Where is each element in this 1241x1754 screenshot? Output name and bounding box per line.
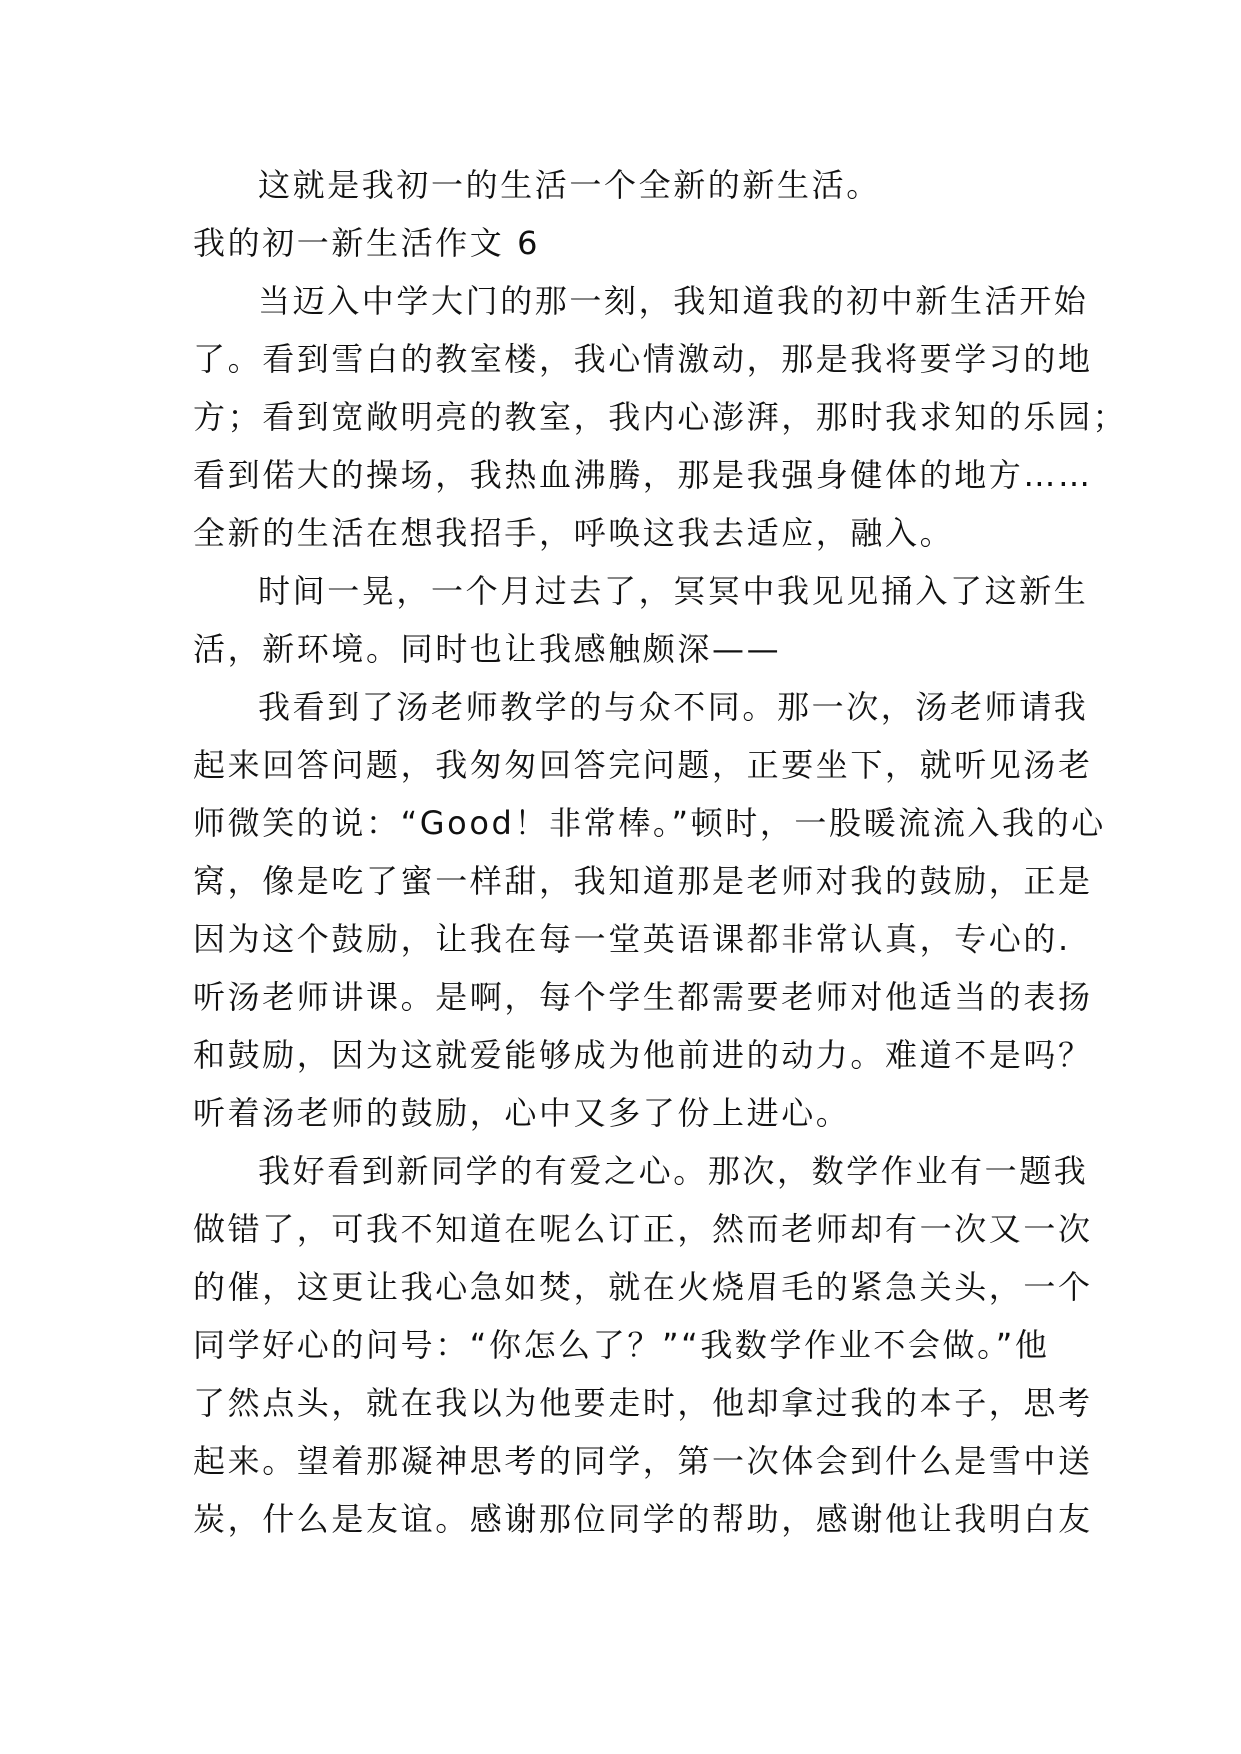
section-heading: 我的初一新生活作文 6 bbox=[193, 224, 541, 262]
paragraph-line: 了然点头，就在我以为他要走时，他却拿过我的本子，思考 bbox=[193, 1384, 1093, 1422]
paragraph-line: 师微笑的说：“Good！非常棒。”顿时，一股暖流流入我的心 bbox=[193, 804, 1106, 842]
paragraph-line: 时间一晃，一个月过去了，冥冥中我见见捅入了这新生 bbox=[258, 572, 1089, 610]
paragraph-line: 了。看到雪白的教室楼，我心情激动，那是我将要学习的地 bbox=[193, 340, 1093, 378]
paragraph-line: 这就是我初一的生活一个全新的新生活。 bbox=[258, 166, 881, 204]
paragraph-line: 炭，什么是友谊。感谢那位同学的帮助，感谢他让我明白友 bbox=[193, 1500, 1093, 1538]
paragraph-line: 窝，像是吃了蜜一样甜，我知道那是老师对我的鼓励，正是 bbox=[193, 862, 1093, 900]
paragraph-line: 听着汤老师的鼓励，心中又多了份上进心。 bbox=[193, 1094, 851, 1132]
paragraph-line: 当迈入中学大门的那一刻，我知道我的初中新生活开始 bbox=[258, 282, 1089, 320]
paragraph-line: 起来回答问题，我匆匆回答完问题，正要坐下，就听见汤老 bbox=[193, 746, 1093, 784]
paragraph-line: 的催，这更让我心急如焚，就在火烧眉毛的紧急关头，一个 bbox=[193, 1268, 1093, 1306]
paragraph-line: 方；看到宽敞明亮的教室，我内心澎湃，那时我求知的乐园； bbox=[193, 398, 1128, 436]
paragraph-line: 我看到了汤老师教学的与众不同。那一次，汤老师请我 bbox=[258, 688, 1089, 726]
paragraph-line: 看到偌大的操场，我热血沸腾，那是我强身健体的地方…… bbox=[193, 456, 1093, 494]
paragraph-line: 做错了，可我不知道在呢么订正，然而老师却有一次又一次 bbox=[193, 1210, 1093, 1248]
paragraph-line: 活，新环境。同时也让我感触颇深—— bbox=[193, 630, 782, 668]
paragraph-line: 听汤老师讲课。是啊，每个学生都需要老师对他适当的表扬 bbox=[193, 978, 1093, 1016]
paragraph-line: 同学好心的问号：“你怎么了？”“我数学作业不会做。”他 bbox=[193, 1326, 1050, 1364]
paragraph-line: 我好看到新同学的有爱之心。那次，数学作业有一题我 bbox=[258, 1152, 1089, 1190]
paragraph-line: 起来。望着那凝神思考的同学，第一次体会到什么是雪中送 bbox=[193, 1442, 1093, 1480]
paragraph-line: 因为这个鼓励，让我在每一堂英语课都非常认真，专心的. bbox=[193, 920, 1071, 958]
paragraph-line: 和鼓励，因为这就爱能够成为他前进的动力。难道不是吗？ bbox=[193, 1036, 1093, 1074]
paragraph-line: 全新的生活在想我招手，呼唤这我去适应，融入。 bbox=[193, 514, 955, 552]
